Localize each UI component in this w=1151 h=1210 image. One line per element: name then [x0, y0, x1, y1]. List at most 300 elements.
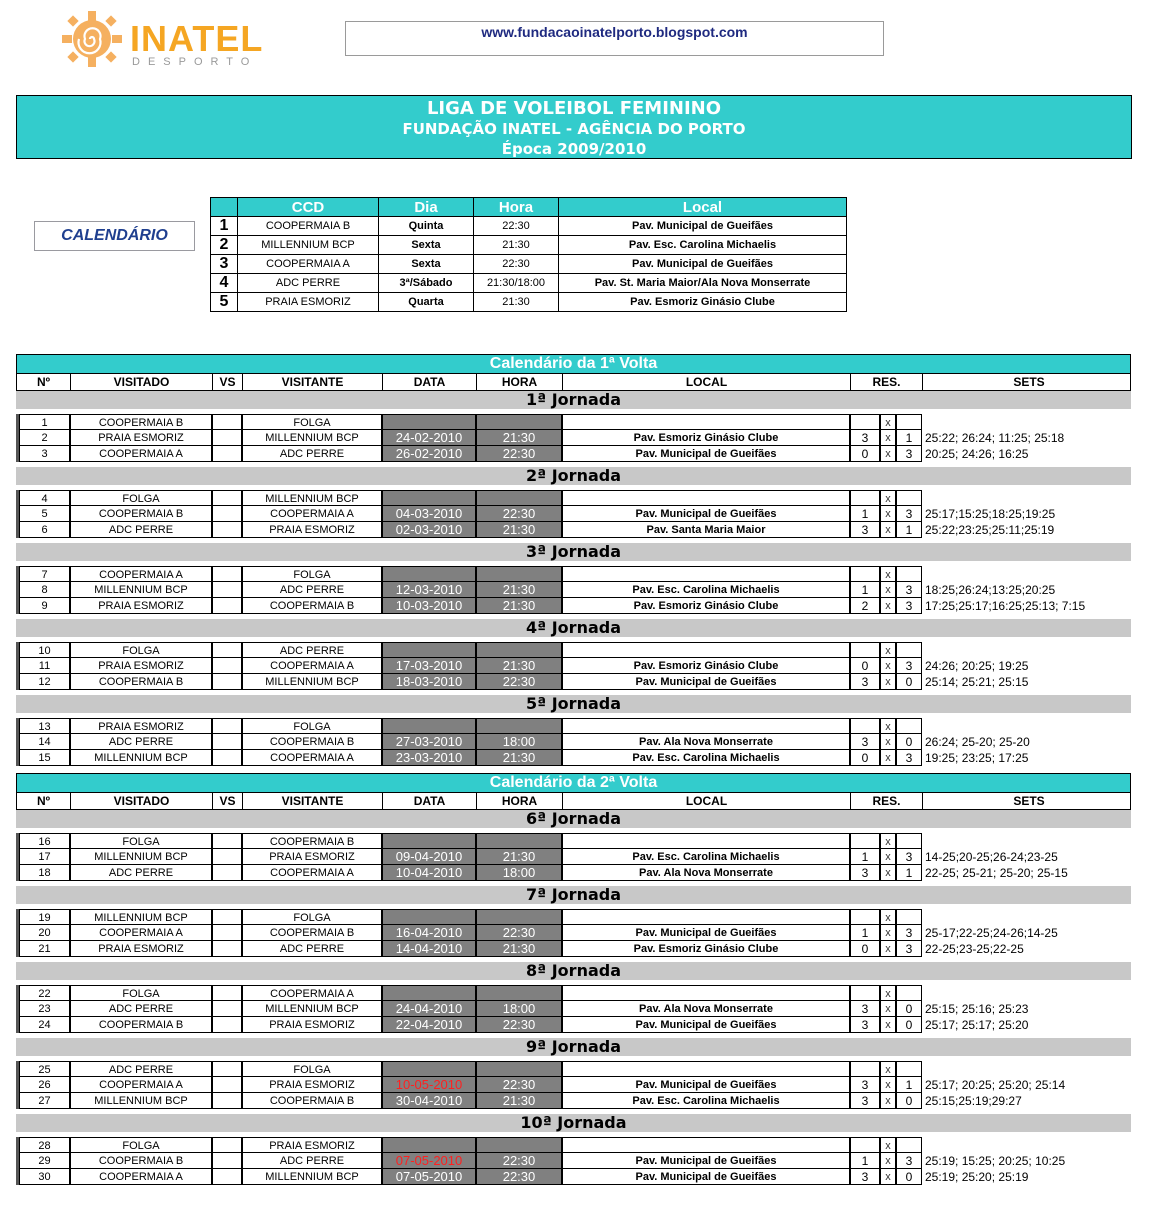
away-score: [896, 985, 922, 1001]
away-team: COOPERMAIA A: [242, 865, 382, 881]
game-row: [19, 566, 1131, 582]
vs-cell: [212, 658, 242, 674]
away-team: FOLGA: [242, 909, 382, 925]
game-date: [382, 566, 476, 582]
game-row: [19, 598, 1131, 614]
game-time: 22:30: [476, 1077, 562, 1093]
jornada-games: [16, 718, 1131, 766]
home-score: [850, 642, 880, 658]
col-home: VISITADO: [71, 793, 213, 809]
home-team: PRAIA ESMORIZ: [70, 598, 212, 614]
home-team: MILLENNIUM BCP: [70, 750, 212, 766]
game-row: [19, 430, 1131, 446]
game-sets: 25:22;23:25;25:11;25:19: [925, 523, 1055, 537]
home-team: COOPERMAIA A: [70, 1169, 212, 1185]
away-team: MILLENNIUM BCP: [242, 674, 382, 690]
game-row: [19, 490, 1131, 506]
game-venue: Pav. Esmoriz Ginásio Clube: [562, 941, 850, 957]
jornada-games: [16, 566, 1131, 614]
game-venue: Pav. Esmoriz Ginásio Clube: [562, 598, 850, 614]
game-row: [19, 925, 1131, 941]
col-venue: LOCAL: [563, 374, 851, 390]
home-team: COOPERMAIA B: [70, 1153, 212, 1169]
score-separator: x: [880, 582, 896, 598]
game-date: [382, 490, 476, 506]
league-subtitle: FUNDAÇÃO INATEL - AGÊNCIA DO PORTO: [402, 120, 746, 138]
game-date: 07-05-2010: [382, 1153, 476, 1169]
game-time: 21:30: [476, 522, 562, 538]
vs-cell: [212, 642, 242, 658]
away-team: PRAIA ESMORIZ: [242, 522, 382, 538]
away-score: 1: [896, 865, 922, 881]
game-venue: Pav. Municipal de Gueifães: [562, 1153, 850, 1169]
score-separator: x: [880, 1061, 896, 1077]
game-time: 21:30: [476, 582, 562, 598]
home-score: 3: [850, 1169, 880, 1185]
away-score: [896, 833, 922, 849]
vs-cell: [212, 849, 242, 865]
score-separator: x: [880, 909, 896, 925]
score-separator: x: [880, 1017, 896, 1033]
home-score: 1: [850, 506, 880, 522]
col-result: RES.: [851, 374, 923, 390]
ccd-time: 21:30: [474, 236, 559, 255]
score-separator: x: [880, 522, 896, 538]
game-venue: Pav. Municipal de Gueifães: [562, 674, 850, 690]
game-row: [19, 1137, 1131, 1153]
inatel-logo: [58, 8, 278, 70]
away-team: ADC PERRE: [242, 941, 382, 957]
game-date: [382, 414, 476, 430]
game-venue: Pav. Esc. Carolina Michaelis: [562, 1093, 850, 1109]
away-team: COOPERMAIA B: [242, 1093, 382, 1109]
game-sets: 20:25; 24:26; 16:25: [925, 447, 1029, 461]
vs-cell: [212, 522, 242, 538]
score-separator: x: [880, 430, 896, 446]
game-row: [19, 865, 1131, 881]
game-date: 16-04-2010: [382, 925, 476, 941]
game-time: 18:00: [476, 865, 562, 881]
away-score: 3: [896, 658, 922, 674]
game-sets: 25:15;25:19;29:27: [925, 1094, 1022, 1108]
ccd-header-blank: [211, 198, 238, 217]
score-separator: x: [880, 833, 896, 849]
game-sets: 25:14; 25:21; 25:15: [925, 675, 1029, 689]
vs-cell: [212, 909, 242, 925]
game-sets: [922, 1137, 1131, 1153]
game-number: 17: [19, 849, 70, 865]
away-score: [896, 414, 922, 430]
score-separator: x: [880, 566, 896, 582]
game-date: 23-03-2010: [382, 750, 476, 766]
game-sets: 22-25;23-25;22-25: [925, 942, 1024, 956]
vs-cell: [212, 1001, 242, 1017]
home-score: 3: [850, 865, 880, 881]
game-date: 17-03-2010: [382, 658, 476, 674]
game-time: [476, 1061, 562, 1077]
game-number: 20: [19, 925, 70, 941]
score-separator: x: [880, 598, 896, 614]
game-date: 18-03-2010: [382, 674, 476, 690]
game-row: [19, 658, 1131, 674]
game-time: 21:30: [476, 598, 562, 614]
game-sets: [922, 490, 1131, 506]
game-date: 10-03-2010: [382, 598, 476, 614]
vs-cell: [212, 414, 242, 430]
ccd-venue: Pav. Esc. Carolina Michaelis: [559, 236, 847, 255]
game-date: [382, 718, 476, 734]
home-team: ADC PERRE: [70, 522, 212, 538]
game-time: 22:30: [476, 1153, 562, 1169]
jornada-heading: 7ª Jornada: [16, 886, 1131, 904]
home-score: [850, 718, 880, 734]
away-score: 1: [896, 430, 922, 446]
game-row: [19, 1093, 1131, 1109]
home-score: 3: [850, 1001, 880, 1017]
away-team: FOLGA: [242, 566, 382, 582]
game-time: 18:00: [476, 734, 562, 750]
away-score: [896, 1137, 922, 1153]
game-date: [382, 985, 476, 1001]
volta-title: Calendário da 1ª Volta: [16, 354, 1131, 373]
game-venue: Pav. Municipal de Gueifães: [562, 925, 850, 941]
game-number: 16: [19, 833, 70, 849]
col-sets: SETS: [1013, 794, 1045, 808]
game-venue: Pav. Ala Nova Monserrate: [562, 734, 850, 750]
game-row: [19, 718, 1131, 734]
game-row: [19, 833, 1131, 849]
score-separator: x: [880, 658, 896, 674]
vs-cell: [212, 1169, 242, 1185]
vs-cell: [212, 582, 242, 598]
home-team: PRAIA ESMORIZ: [70, 718, 212, 734]
game-time: [476, 833, 562, 849]
away-team: PRAIA ESMORIZ: [242, 1017, 382, 1033]
game-venue: Pav. Municipal de Gueifães: [562, 506, 850, 522]
home-team: MILLENNIUM BCP: [70, 849, 212, 865]
home-score: 3: [850, 430, 880, 446]
game-number: 7: [19, 566, 70, 582]
away-team: COOPERMAIA B: [242, 833, 382, 849]
game-time: 22:30: [476, 925, 562, 941]
game-row: [19, 506, 1131, 522]
ccd-day: 3ª/Sábado: [379, 274, 474, 293]
score-separator: x: [880, 1077, 896, 1093]
game-row: [19, 1153, 1131, 1169]
home-team: COOPERMAIA A: [70, 446, 212, 462]
ccd-number: 4: [211, 274, 238, 293]
score-separator: x: [880, 642, 896, 658]
away-team: MILLENNIUM BCP: [242, 1169, 382, 1185]
game-sets: [922, 909, 1131, 925]
game-row: [19, 522, 1131, 538]
game-number: 15: [19, 750, 70, 766]
ccd-team: MILLENNIUM BCP: [238, 236, 379, 255]
game-number: 13: [19, 718, 70, 734]
game-number: 5: [19, 506, 70, 522]
game-sets: 25:22; 26:24; 11:25; 25:18: [925, 431, 1065, 445]
game-date: 04-03-2010: [382, 506, 476, 522]
game-number: 26: [19, 1077, 70, 1093]
brand-subtitle: DESPORTO: [132, 56, 258, 68]
vs-cell: [212, 1061, 242, 1077]
vs-cell: [212, 833, 242, 849]
game-row: [19, 446, 1131, 462]
game-date: 27-03-2010: [382, 734, 476, 750]
game-row: [19, 674, 1131, 690]
vs-cell: [212, 925, 242, 941]
away-team: COOPERMAIA A: [242, 750, 382, 766]
vs-cell: [212, 734, 242, 750]
col-number: Nº: [17, 793, 71, 809]
game-time: 18:00: [476, 1001, 562, 1017]
game-sets: [922, 985, 1131, 1001]
game-venue: Pav. Esc. Carolina Michaelis: [562, 849, 850, 865]
ccd-day: Sexta: [379, 236, 474, 255]
game-row: [19, 941, 1131, 957]
away-score: 3: [896, 446, 922, 462]
vs-cell: [212, 566, 242, 582]
game-time: [476, 909, 562, 925]
score-separator: x: [880, 718, 896, 734]
game-row: [19, 1169, 1131, 1185]
away-score: [896, 718, 922, 734]
game-number: 27: [19, 1093, 70, 1109]
away-score: 3: [896, 506, 922, 522]
game-time: 22:30: [476, 1169, 562, 1185]
home-score: 1: [850, 582, 880, 598]
away-score: [896, 490, 922, 506]
score-separator: x: [880, 734, 896, 750]
jornada-heading: 4ª Jornada: [16, 619, 1131, 637]
column-header-row: [16, 792, 1131, 810]
score-separator: x: [880, 941, 896, 957]
ccd-day: Quinta: [379, 217, 474, 236]
game-number: 30: [19, 1169, 70, 1185]
home-team: FOLGA: [70, 642, 212, 658]
home-score: [850, 414, 880, 430]
away-score: 1: [896, 522, 922, 538]
volta-2-section: [16, 773, 1131, 1185]
game-venue: [562, 1137, 850, 1153]
home-score: [850, 833, 880, 849]
game-date: [382, 1061, 476, 1077]
home-score: [850, 1137, 880, 1153]
home-team: FOLGA: [70, 833, 212, 849]
game-venue: [562, 718, 850, 734]
game-row: [19, 849, 1131, 865]
game-number: 21: [19, 941, 70, 957]
away-score: 3: [896, 925, 922, 941]
home-score: 3: [850, 1093, 880, 1109]
home-score: 3: [850, 734, 880, 750]
home-team: PRAIA ESMORIZ: [70, 658, 212, 674]
game-row: [19, 750, 1131, 766]
col-date: DATA: [383, 793, 477, 809]
jornada-games: [16, 490, 1131, 538]
col-venue: LOCAL: [563, 793, 851, 809]
score-separator: x: [880, 1169, 896, 1185]
vs-cell: [212, 674, 242, 690]
volta-1-section: [16, 354, 1131, 766]
vs-cell: [212, 941, 242, 957]
game-sets: [922, 642, 1131, 658]
game-row: [19, 1001, 1131, 1017]
vs-cell: [212, 1137, 242, 1153]
vs-cell: [212, 446, 242, 462]
home-team: COOPERMAIA B: [70, 506, 212, 522]
home-team: ADC PERRE: [70, 734, 212, 750]
home-score: 1: [850, 1153, 880, 1169]
game-sets: 19:25; 23:25; 17:25: [925, 751, 1029, 765]
game-sets: 25:19; 25:20; 25:19: [925, 1170, 1029, 1184]
game-number: 8: [19, 582, 70, 598]
home-score: [850, 985, 880, 1001]
vs-cell: [212, 718, 242, 734]
game-row: [19, 909, 1131, 925]
away-score: [896, 909, 922, 925]
away-team: PRAIA ESMORIZ: [242, 1137, 382, 1153]
game-time: [476, 642, 562, 658]
game-sets: 18:25;26:24;13:25;20:25: [925, 583, 1056, 597]
home-score: 1: [850, 849, 880, 865]
home-team: MILLENNIUM BCP: [70, 909, 212, 925]
game-sets: 24:26; 20:25; 19:25: [925, 659, 1029, 673]
home-score: [850, 909, 880, 925]
ccd-team: ADC PERRE: [238, 274, 379, 293]
blog-url[interactable]: www.fundacaoinatelporto.blogspot.com: [345, 21, 884, 56]
game-date: 14-04-2010: [382, 941, 476, 957]
away-team: COOPERMAIA B: [242, 925, 382, 941]
game-time: 22:30: [476, 674, 562, 690]
ccd-body: [211, 217, 847, 312]
home-team: COOPERMAIA A: [70, 1077, 212, 1093]
game-sets: 25:15; 25:16; 25:23: [925, 1002, 1029, 1016]
away-score: 0: [896, 1093, 922, 1109]
away-team: COOPERMAIA A: [242, 506, 382, 522]
game-sets: 25:19; 15:25; 20:25; 10:25: [925, 1154, 1066, 1168]
ccd-venue: Pav. Municipal de Gueifães: [559, 217, 847, 236]
game-number: 9: [19, 598, 70, 614]
game-sets: [922, 833, 1131, 849]
vs-cell: [212, 430, 242, 446]
game-venue: Pav. Municipal de Gueifães: [562, 1077, 850, 1093]
away-team: ADC PERRE: [242, 446, 382, 462]
vs-cell: [212, 1017, 242, 1033]
vs-cell: [212, 1153, 242, 1169]
game-number: 19: [19, 909, 70, 925]
jornada-heading: 5ª Jornada: [16, 695, 1131, 713]
game-time: 21:30: [476, 941, 562, 957]
jornada-heading: 10ª Jornada: [16, 1114, 1131, 1132]
home-team: ADC PERRE: [70, 1061, 212, 1077]
ccd-day: Quarta: [379, 293, 474, 312]
spiral-sun-icon: [58, 8, 126, 70]
away-score: [896, 566, 922, 582]
ccd-table: [210, 197, 847, 312]
jornada-games: [16, 414, 1131, 462]
ccd-time: 22:30: [474, 255, 559, 274]
away-score: 3: [896, 598, 922, 614]
jornada-heading: 8ª Jornada: [16, 962, 1131, 980]
away-team: ADC PERRE: [242, 1153, 382, 1169]
home-score: 0: [850, 941, 880, 957]
col-sets: SETS: [1013, 375, 1045, 389]
home-score: 0: [850, 750, 880, 766]
game-time: 22:30: [476, 446, 562, 462]
home-score: 0: [850, 446, 880, 462]
home-team: COOPERMAIA A: [70, 566, 212, 582]
game-time: 21:30: [476, 430, 562, 446]
game-time: 21:30: [476, 849, 562, 865]
game-venue: [562, 642, 850, 658]
ccd-time: 21:30: [474, 293, 559, 312]
away-team: MILLENNIUM BCP: [242, 1001, 382, 1017]
home-score: 3: [850, 522, 880, 538]
vs-cell: [212, 506, 242, 522]
ccd-venue: Pav. Municipal de Gueifães: [559, 255, 847, 274]
game-number: 4: [19, 490, 70, 506]
score-separator: x: [880, 849, 896, 865]
game-time: 21:30: [476, 1093, 562, 1109]
away-score: [896, 1061, 922, 1077]
away-score: 0: [896, 1017, 922, 1033]
away-team: FOLGA: [242, 718, 382, 734]
score-separator: x: [880, 1001, 896, 1017]
game-date: 10-04-2010: [382, 865, 476, 881]
away-score: 3: [896, 750, 922, 766]
ccd-row: [211, 274, 847, 293]
game-venue: Pav. Municipal de Gueifães: [562, 1169, 850, 1185]
game-number: 23: [19, 1001, 70, 1017]
game-sets: [922, 718, 1131, 734]
away-score: 3: [896, 1153, 922, 1169]
game-number: 12: [19, 674, 70, 690]
season-label: Época 2009/2010: [501, 140, 647, 158]
game-date: 09-04-2010: [382, 849, 476, 865]
game-time: [476, 985, 562, 1001]
vs-cell: [212, 750, 242, 766]
ccd-team: PRAIA ESMORIZ: [238, 293, 379, 312]
game-date: 12-03-2010: [382, 582, 476, 598]
game-number: 11: [19, 658, 70, 674]
away-team: PRAIA ESMORIZ: [242, 1077, 382, 1093]
jornada-games: [16, 1137, 1131, 1185]
away-team: ADC PERRE: [242, 582, 382, 598]
game-date: 24-04-2010: [382, 1001, 476, 1017]
game-venue: Pav. Municipal de Gueifães: [562, 446, 850, 462]
game-sets: 25-17;22-25;24-26;14-25: [925, 926, 1058, 940]
away-score: 1: [896, 1077, 922, 1093]
col-result: RES.: [851, 793, 923, 809]
game-time: 21:30: [476, 750, 562, 766]
jornada-games: [16, 985, 1131, 1033]
home-score: 3: [850, 1017, 880, 1033]
game-date: 26-02-2010: [382, 446, 476, 462]
game-row: [19, 414, 1131, 430]
game-row: [19, 985, 1131, 1001]
away-team: FOLGA: [242, 1061, 382, 1077]
home-team: ADC PERRE: [70, 1001, 212, 1017]
score-separator: x: [880, 1093, 896, 1109]
game-sets: 25:17;15:25;18:25;19:25: [925, 507, 1056, 521]
game-number: 28: [19, 1137, 70, 1153]
score-separator: x: [880, 414, 896, 430]
game-number: 14: [19, 734, 70, 750]
ccd-venue: Pav. St. Maria Maior/Ala Nova Monserrate: [559, 274, 847, 293]
home-score: [850, 566, 880, 582]
col-away: VISITANTE: [243, 793, 383, 809]
